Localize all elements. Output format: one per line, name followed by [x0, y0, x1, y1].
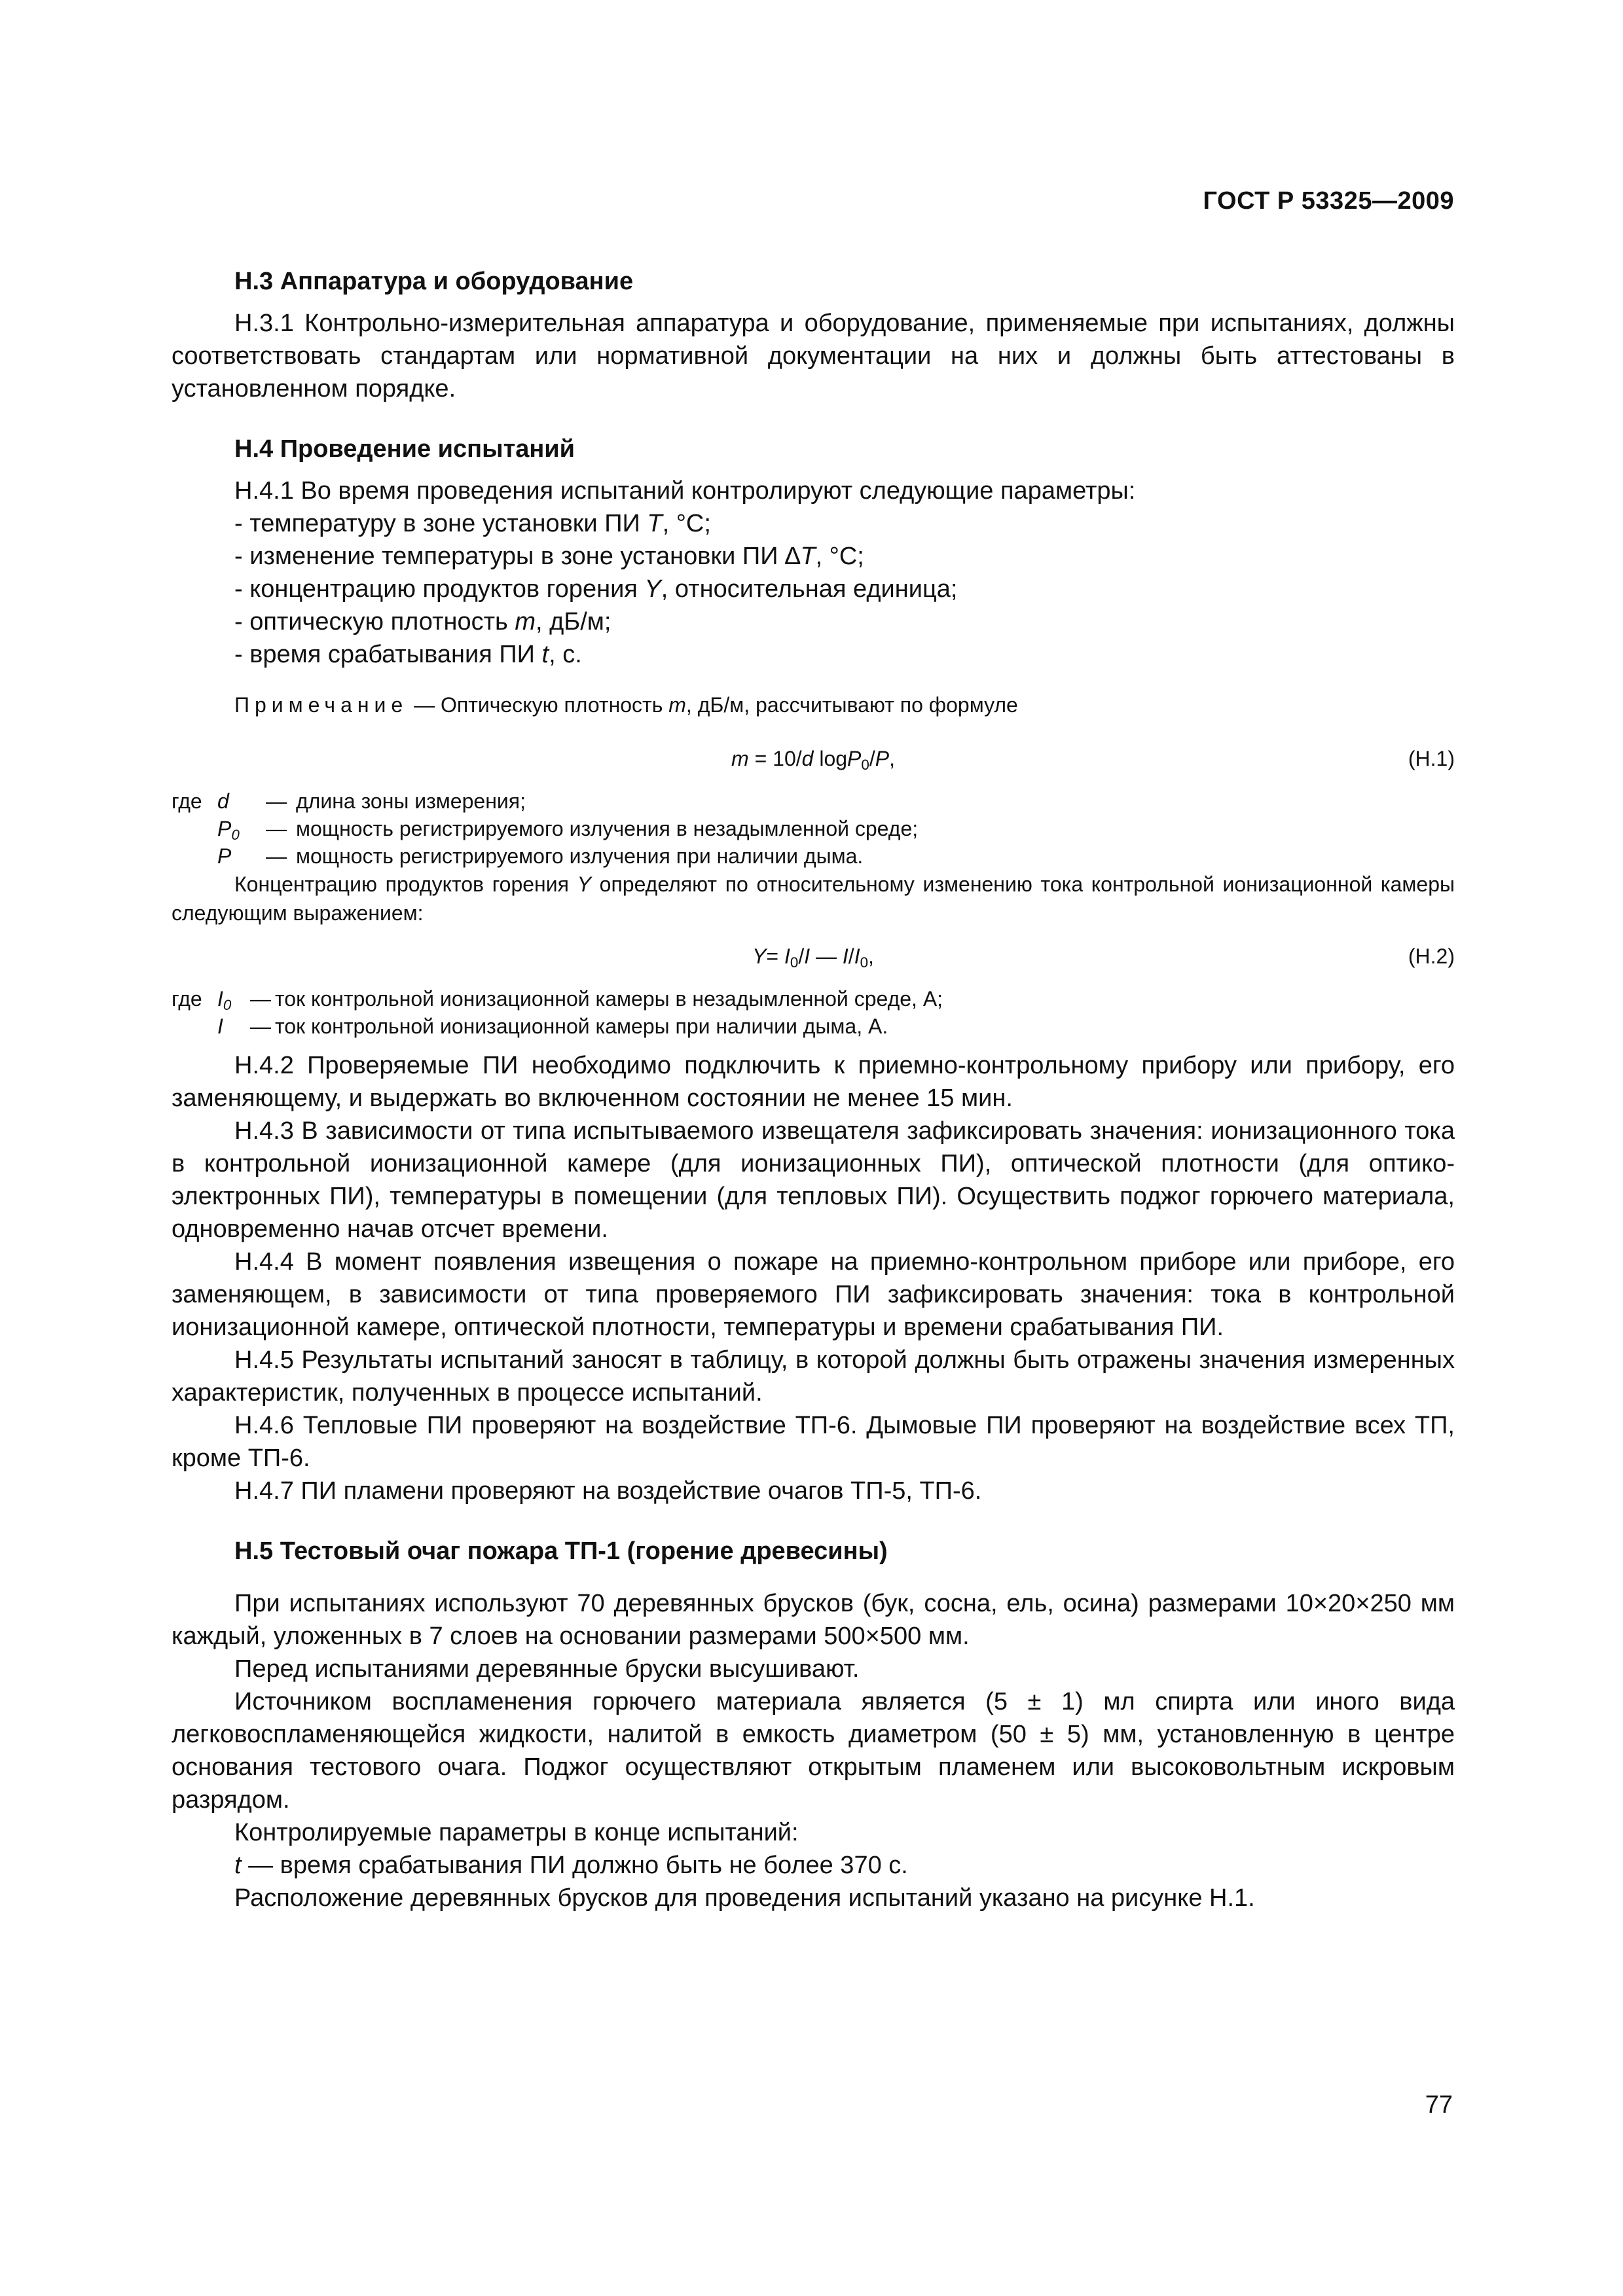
param-item: - время срабатывания ПИ t, с. — [234, 641, 582, 668]
where-row: $P_0$ — мощность регистрируемого излучения в незадымленной среде; — [217, 817, 919, 843]
paragraph-h4-5: Н.4.5 Результаты испытаний заносят в таблицу, в которой должны быть отражены значения измеренных характеристик, полученных в процессе испытаний. — [172, 1346, 1455, 1407]
param-item: - концентрацию продуктов горения Y, относительная единица; — [234, 575, 958, 603]
paragraph-h5-2: Перед испытаниями деревянные бруски высушивают. — [234, 1655, 860, 1683]
standard-header: ГОСТ Р 53325—2009 — [1203, 187, 1454, 215]
note-label: Примечание — [234, 693, 409, 717]
page-body — [172, 265, 1455, 1914]
where-block-1 — [172, 787, 1455, 870]
param-item: - оптическую плотность m, дБ/м; — [234, 608, 611, 636]
where-row: P — мощность регистрируемого излучения при наличии дыма. — [217, 844, 864, 868]
section-h4-title: Н.4 Проведение испытаний — [234, 435, 575, 463]
where-block-2 — [172, 985, 1455, 1040]
where-row: I — ток контрольной ионизационной камеры при наличии дыма, А. — [217, 1014, 888, 1038]
section-h5-title: Н.5 Тестовый очаг пожара ТП-1 (горение древесины) — [234, 1537, 888, 1565]
paragraph-h4-3: Н.4.3 В зависимости от типа испытываемого извещателя зафиксировать значения: ионизационного тока в контрольной ионизационной камере (для ионизационных ПИ), оптической плотности (для оптико-электронных ПИ), температуры в помещении (для тепловых ПИ). Осуществить поджог горючего материала, одновременно начав отсчет времени. — [172, 1117, 1455, 1243]
paragraph-h4-1-intro: Н.4.1 Во время проведения испытаний контролируют следующие параметры: — [234, 477, 1136, 505]
page-number: 77 — [1425, 2091, 1453, 2119]
formula-h1-number: (Н.1) — [1408, 747, 1455, 770]
formula-h2-expression: $Y= I_0/I$ — $I/I_0$, — [752, 944, 874, 971]
paragraph-h5-3: Источником воспламенения горючего материала является (5 ± 1) мл спирта или иного вида легковоспламеняющейся жидкости, налитой в емкость диаметром (50 ± 5) мм, установленную в центре основания тестового очага. Поджог осуществляют открытым пламенем или высоковольтным искровым разрядом. — [172, 1688, 1455, 1814]
paragraph-h5-5: t — время срабатывания ПИ должно быть не более 370 с. — [234, 1852, 908, 1879]
section-h3-title: Н.3 Аппаратура и оборудование — [234, 268, 634, 295]
paragraph-h5-4: Контролируемые параметры в конце испытаний: — [234, 1819, 799, 1846]
formula-h2 — [172, 937, 1455, 976]
param-item: - изменение температуры в зоне установки ПИ ∆T, °С; — [234, 543, 864, 570]
paragraph-h5-1: При испытаниях используют 70 деревянных брусков (бук, сосна, ель, осина) размерами 10×20×250 мм каждый, уложенных в 7 слоев на основании размерами 500×500 мм. — [172, 1590, 1455, 1650]
formula-h1 — [172, 739, 1455, 778]
param-item: - температуру в зоне установки ПИ T, °С; — [234, 510, 711, 537]
formula-h2-number: (Н.2) — [1408, 944, 1455, 968]
paragraph-h4-6: Н.4.6 Тепловые ПИ проверяют на воздействие ТП-6. Дымовые ПИ проверяют на воздействие всех ТП, кроме ТП-6. — [172, 1412, 1455, 1472]
paragraph-h4-2: Н.4.2 Проверяемые ПИ необходимо подключить к приемно-контрольному прибору или прибору, его заменяющему, и выдержать во включенном состоянии не менее 15 мин. — [172, 1052, 1455, 1112]
formula-h1-expression: m = 10/d logP$_0$/P, — [731, 747, 895, 773]
where-row: где d — длина зоны измерения; — [172, 789, 526, 813]
paragraph-h3-1: Н.3.1 Контрольно-измерительная аппаратура и оборудование, применяемые при испытаниях, должны соответствовать стандартам или нормативной документации на них и должны быть аттестованы в установленном порядке. — [172, 310, 1455, 403]
paragraph-h4-7: Н.4.7 ПИ пламени проверяют на воздействие очагов ТП-5, ТП-6. — [234, 1477, 982, 1505]
paragraph-h5-6: Расположение деревянных брусков для проведения испытаний указано на рисунке Н.1. — [234, 1884, 1255, 1912]
note: Примечание — Оптическую плотность m, дБ/м, рассчитывают по формуле — [234, 693, 1018, 717]
where-row: где $I_0$ — ток контрольной ионизационной камеры в незадымленной среде, А; — [172, 987, 943, 1013]
concentration-paragraph: Концентрацию продуктов горения Y определяют по относительному изменению тока контрольной ионизационной камеры следующим выражением: — [172, 872, 1455, 925]
paragraph-h4-4: Н.4.4 В момент появления извещения о пожаре на приемно-контрольном приборе или приборе, его заменяющем, в зависимости от типа проверяемого ПИ зафиксировать значения: тока в контрольной ионизационной камере, оптической плотности, температуры и времени срабатывания ПИ. — [172, 1248, 1455, 1341]
